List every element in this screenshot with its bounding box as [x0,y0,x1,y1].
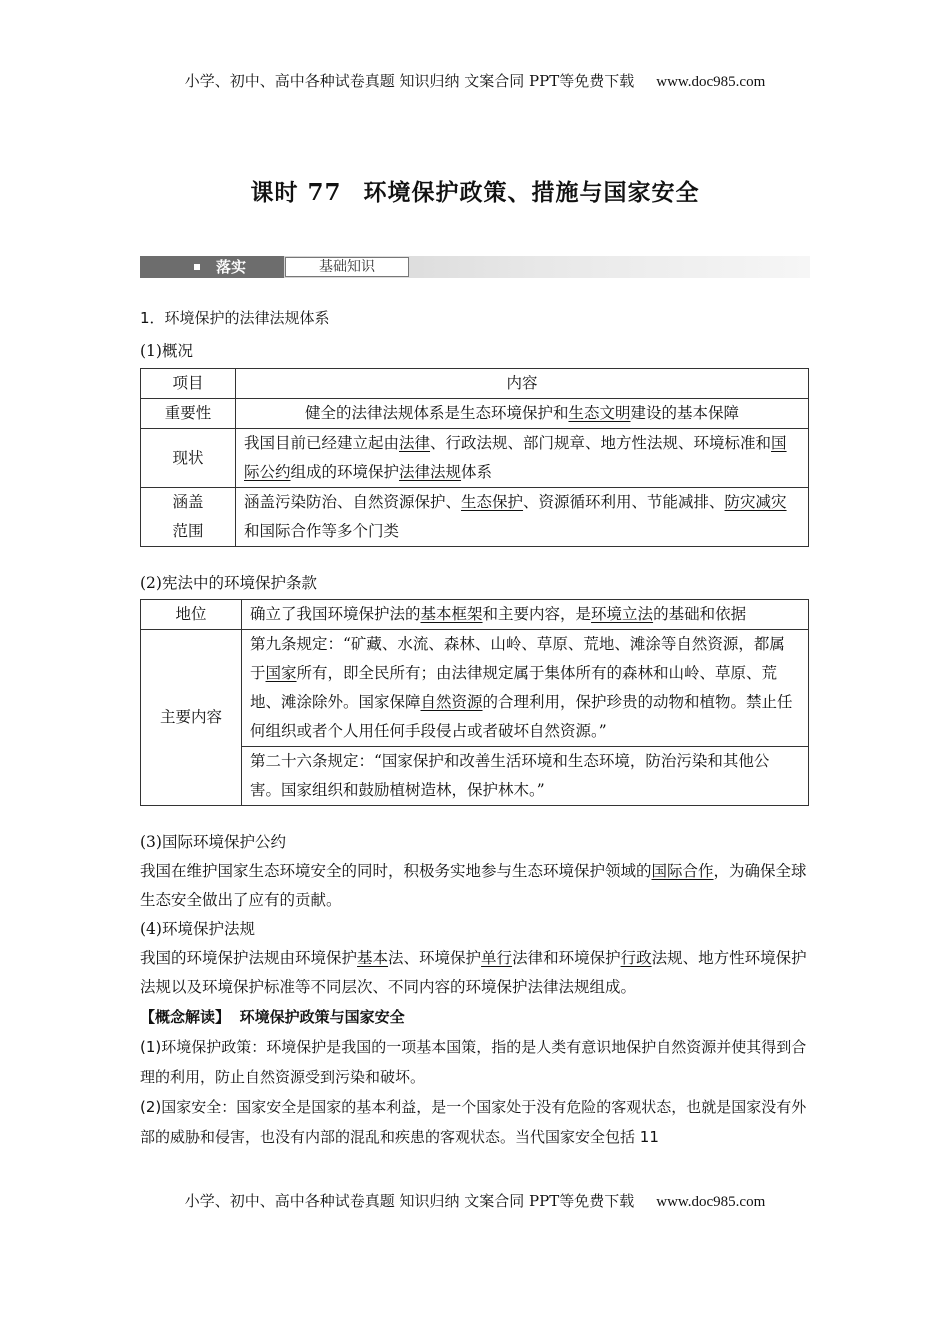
page-header [0,70,950,91]
row-label: 地位 [141,600,242,630]
row-content: 确立了我国环境保护法的基本框架和主要内容，是环境立法的基础和依据 [242,600,809,630]
row-content: 健全的法律法规体系是生态环境保护和生态文明建设的基本保障 [236,399,809,429]
subheading-intl: (3)国际环境保护公约 [140,833,286,851]
paragraph-intl: 我国在维护国家生态环境安全的同时，积极务实地参与生态环境保护领域的国际合作，为确保全球生态安全做出了应有的贡献。 [140,862,807,909]
row-label: 重要性 [141,399,236,429]
table-row [141,488,809,547]
table-row [141,399,809,429]
table-row [141,429,809,488]
subheading-constitution: (2)宪法中的环境保护条款 [140,574,317,592]
concept-paragraph-2: (2)国家安全：国家安全是国家的基本利益，是一个国家处于没有危险的客观状态，也就是国家没有外部的威胁和侵害，也没有内部的混乱和疾患的客观状态。当代国家安全包括 11 [140,1098,807,1146]
row-label: 涵盖 范围 [141,488,236,547]
footer-text: 小学、初中、高中各种试卷真题 知识归纳 文案合同 PPT等免费下载 [184,1192,635,1210]
lesson-number: 课时 77 [250,179,342,206]
table-header-cell: 内容 [236,369,809,399]
subheading-regulations: (4)环境保护法规 [140,920,255,938]
concept-paragraph-1: (1)环境保护政策：环境保护是我国的一项基本国策，指的是人类有意识地保护自然资源并使其得到合理的利用，防止自然资源受到污染和破坏。 [140,1038,807,1086]
row-content: 第二十六条规定：“国家保护和改善生活环境和生态环境，防治污染和其他公害。国家组织和鼓励植树造林，保护林木。” [242,747,809,806]
footer-url[interactable]: www.doc985.com [656,1194,766,1210]
subheading-overview: (1)概况 [140,342,193,360]
concept-heading: 【概念解读】 环境保护政策与国家安全 [140,1008,405,1026]
banner-dark-text: 落实 [216,258,247,276]
concept-section [140,1002,812,1152]
table-header-cell: 项目 [141,369,236,399]
section-1 [140,304,812,1152]
row-content: 第九条规定：“矿藏、水流、森林、山岭、草原、荒地、滩涂等自然资源，都属于国家所有，即全民所有；由法律规定属于集体所有的森林和山岭、草原、荒地、滩涂除外。国家保障自然资源的合理利用，保护珍贵的动物和植物。禁止任何组织或者个人用任何手段侵占或者破坏自然资源。” [242,630,809,747]
table-row [141,747,809,806]
constitution-table [140,599,809,806]
table-row [141,630,809,747]
page-footer [0,1190,950,1211]
overview-table [140,368,809,547]
section-banner [140,256,810,278]
banner-dark-label [140,256,284,278]
header-url[interactable]: www.doc985.com [656,74,766,90]
row-label: 现状 [141,429,236,488]
row-label: 主要内容 [141,630,242,806]
row-content: 我国目前已经建立起由法律、行政法规、部门规章、地方性法规、环境标准和国际公约组成的环境保护法律法规体系 [236,429,809,488]
page-title [0,174,950,207]
row-content: 涵盖污染防治、自然资源保护、生态保护、资源循环利用、节能减排、防灾减灾和国际合作等多个门类 [236,488,809,547]
table-row [141,369,809,399]
banner-tag: 基础知识 [285,257,409,277]
lesson-title: 环境保护政策、措施与国家安全 [363,179,700,206]
paragraph-regulations: 我国的环境保护法规由环境保护基本法、环境保护单行法律和环境保护行政法规、地方性环境保护法规以及环境保护标准等不同层次、不同内容的环境保护法律法规组成。 [140,949,807,996]
section-1-heading: 1．环境保护的法律法规体系 [140,309,330,327]
header-text: 小学、初中、高中各种试卷真题 知识归纳 文案合同 PPT等免费下载 [184,72,635,90]
table-row [141,600,809,630]
square-bullet-icon [194,264,200,270]
